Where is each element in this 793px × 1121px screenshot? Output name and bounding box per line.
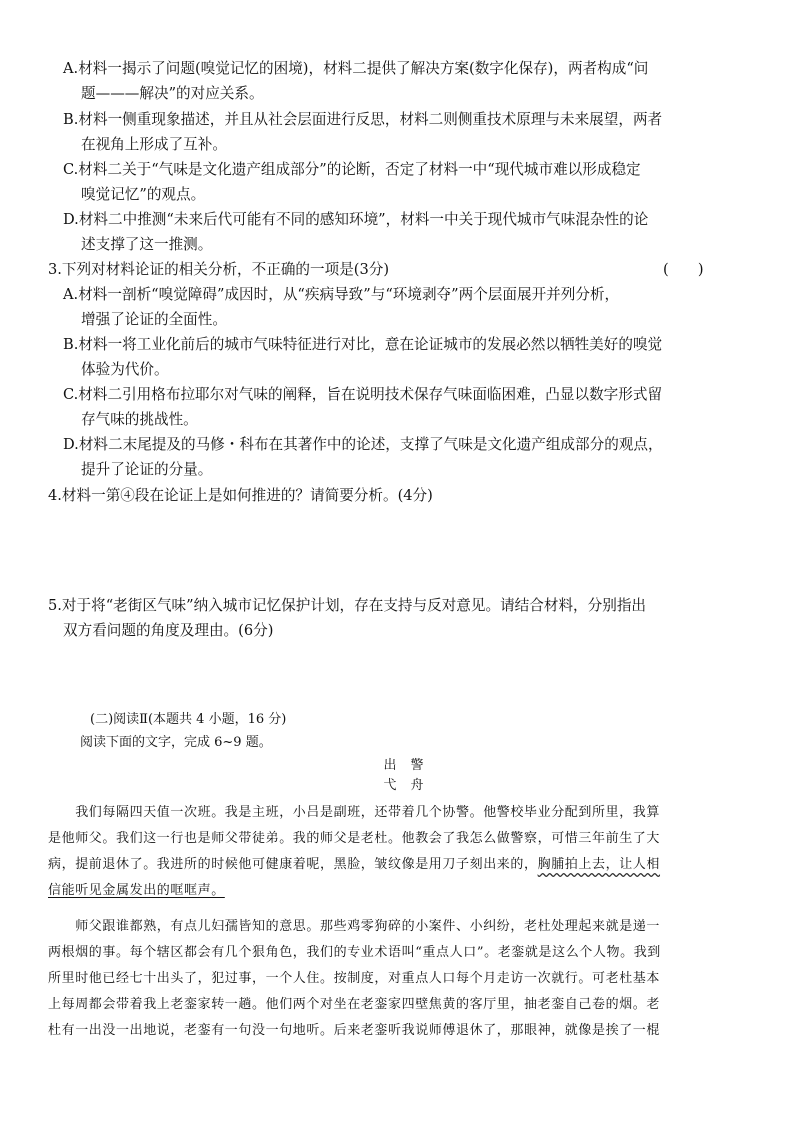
q3-option-b-cont: 体验为代价。: [81, 361, 169, 378]
underlined-text: 信能听见金属发出的哐哐声。: [48, 883, 225, 898]
q3-answer-paren: ( ): [663, 261, 704, 278]
paragraph-line: 所里时他已经七十出头了，犯过事，一个人住。按制度，对重点人口每个月走访一次就行。可老杜基本: [48, 971, 661, 986]
paragraph-line: [48, 852, 750, 878]
wavy-underlined-text: 胸脯拍上去，让人相: [537, 857, 661, 872]
q2-option-d: D.材料二中推测“未来后代可能有不同的感知环境”，材料一中关于现代城市气味混杂性的论: [63, 211, 649, 228]
q3-option-d: D.材料二末尾提及的马修・科布在其著作中的论述，支撑了气味是文化遗产组成部分的观点，: [63, 436, 663, 453]
q5-stem-cont: 双方看问题的角度及理由。(6分): [63, 622, 274, 639]
q3-option-a-cont: 增强了论证的全面性。: [81, 311, 227, 328]
q3-option-c-cont: 存气味的挑战性。: [81, 411, 198, 428]
q3-option-c: C.材料二引用格布拉耶尔对气味的阐释，旨在说明技术保存气味面临困难，凸显以数字形式留: [63, 386, 663, 403]
section-heading: (二)阅读Ⅱ(本题共 4 小题，16 分): [90, 712, 287, 727]
paragraph-line: 两根烟的事。每个辖区都会有几个狠角色，我们的专业术语叫“重点人口”。老銮就是这么个人物。我到: [48, 945, 661, 960]
paragraph-line: 我们每隔四天值一次班。我是主班，小吕是副班，还带着几个协警。他警校毕业分配到所里，我算: [48, 805, 661, 820]
q2-option-c-cont: 嗅觉记忆”的观点。: [81, 186, 206, 203]
q4-stem: 4.材料一第④段在论证上是如何推进的？请简要分析。(4分): [48, 487, 433, 504]
q2-option-a: A.材料一揭示了问题(嗅觉记忆的困境)，材料二提供了解决方案(数字化保存)，两者构成“问: [63, 60, 649, 77]
q2-option-c: C.材料二关于“气味是文化遗产组成部分”的论断，否定了材料一中“现代城市难以形成稳定: [63, 161, 641, 178]
q5-stem: 5.对于将“老街区气味”纳入城市记忆保护计划，存在支持与反对意见。请结合材料，分别指出: [48, 597, 647, 614]
paragraph-line: 师父跟谁都熟，有点儿妇孺皆知的意思。那些鸡零狗碎的小案件、小纠纷，老杜处理起来就是递一: [48, 919, 661, 934]
story-author: 弋舟: [383, 778, 438, 793]
q3-option-a: A.材料一剖析“嗅觉障碍”成因时，从“疾病导致”与“环境剥夺”两个层面展开并列分析，: [63, 286, 620, 303]
q3-option-d-cont: 提升了论证的分量。: [81, 461, 213, 478]
q2-option-d-cont: 述支撑了这一推测。: [81, 236, 213, 253]
section-instruction: 阅读下面的文字，完成 6~9 题。: [80, 735, 272, 750]
paragraph-line: 杜有一出没一出地说，老銮有一句没一句地听。后来老銮听我说师傅退休了，那眼神，就像是挨了一棍: [48, 1023, 661, 1038]
paragraph-line-text: 病，提前退休了。我进所的时候他可健康着呢，黑脸，皱纹像是用刀子刻出来的，: [48, 857, 538, 872]
q3-option-b: B.材料一将工业化前后的城市气味特征进行对比，意在论证城市的发展必然以牺牲美好的嗅觉: [63, 336, 663, 353]
paragraph-line: [48, 878, 750, 904]
paragraph-line: 上每周都会带着我上老銮家转一趟。他们两个对坐在老銮家四壁焦黄的客厅里，抽老銮自己卷的烟。老: [48, 997, 661, 1012]
q2-option-b: B.材料一侧重现象描述，并且从社会层面进行反思，材料二则侧重技术原理与未来展望，两者: [63, 111, 663, 128]
story-title: 出警: [383, 758, 438, 773]
q2-option-b-cont: 在视角上形成了互补。: [81, 136, 227, 153]
paragraph-line: 是他师父。我们这一行也是师父带徒弟。我的师父是老杜。他教会了我怎么做警察，可惜三年前生了大: [48, 831, 661, 846]
q3-stem: 3.下列对材料论证的相关分析，不正确的一项是(3分): [48, 261, 390, 278]
q2-option-a-cont: 题———解决”的对应关系。: [81, 85, 264, 102]
